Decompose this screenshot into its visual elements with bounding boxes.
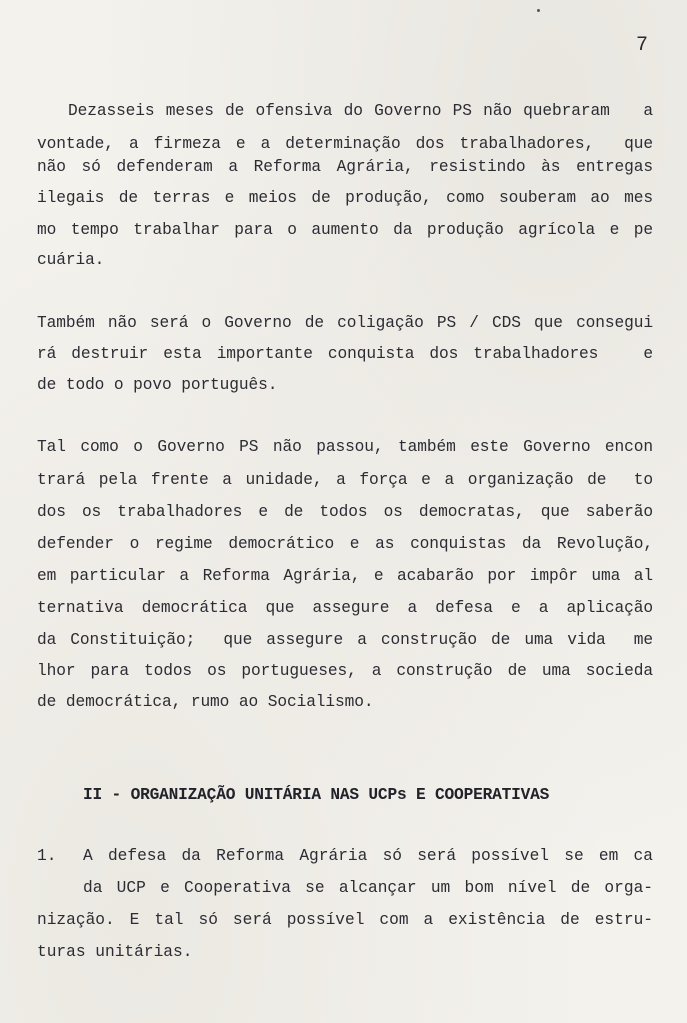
paragraph-3-line: lhor para todos os portugueses, a construção de uma socieda bbox=[37, 662, 653, 680]
paragraph-3-line: em particular a Reforma Agrária, e acabarão por impôr uma al bbox=[37, 567, 653, 585]
paragraph-3-line: ternativa democrática que assegure a defesa e a aplicação bbox=[37, 599, 653, 617]
item-1-line: nização. E tal só será possível com a existência de estru- bbox=[37, 911, 653, 929]
paragraph-1-line: ilegais de terras e meios de produção, como souberam ao mes bbox=[37, 189, 653, 207]
item-1-line: A defesa da Reforma Agrária só será possível se em ca bbox=[83, 847, 653, 865]
item-1-line: da UCP e Cooperativa se alcançar um bom nível de orga- bbox=[83, 879, 653, 897]
paragraph-3-line: dos os trabalhadores e de todos os democratas, que saberão bbox=[37, 503, 653, 521]
paragraph-1-line: não só defenderam a Reforma Agrária, resistindo às entregas bbox=[37, 158, 653, 176]
paragraph-3-line: trará pela frente a unidade, a força e a organização de to bbox=[37, 471, 653, 489]
paragraph-1-line: Dezasseis meses de ofensiva do Governo PS não quebraram a bbox=[68, 102, 653, 120]
paragraph-1-line: cuária. bbox=[37, 251, 105, 269]
paragraph-3-line: da Constituição; que assegure a construção de uma vida me bbox=[37, 631, 653, 649]
paragraph-1-line: mo tempo trabalhar para o aumento da produção agrícola e pe bbox=[37, 221, 653, 239]
paragraph-3-line: defender o regime democrático e as conquistas da Revolução, bbox=[37, 535, 653, 553]
paragraph-3-line: de democrática, rumo ao Socialismo. bbox=[37, 693, 374, 711]
item-1-line: turas unitárias. bbox=[37, 943, 193, 961]
paragraph-3-line: Tal como o Governo PS não passou, também este Governo encon bbox=[37, 438, 653, 456]
section-heading: II - ORGANIZAÇÃO UNITÁRIA NAS UCPs E COOPERATIVAS bbox=[83, 786, 550, 804]
ink-speck bbox=[537, 9, 540, 12]
item-number: 1. bbox=[37, 847, 57, 865]
page-number: 7 bbox=[636, 34, 649, 57]
paragraph-2-line: rá destruir esta importante conquista dos trabalhadores e bbox=[37, 345, 653, 363]
paragraph-1-line: vontade, a firmeza e a determinação dos trabalhadores, que bbox=[37, 135, 653, 153]
paragraph-2-line: Também não será o Governo de coligação PS / CDS que consegui bbox=[37, 314, 653, 332]
paragraph-2-line: de todo o povo português. bbox=[37, 376, 278, 394]
